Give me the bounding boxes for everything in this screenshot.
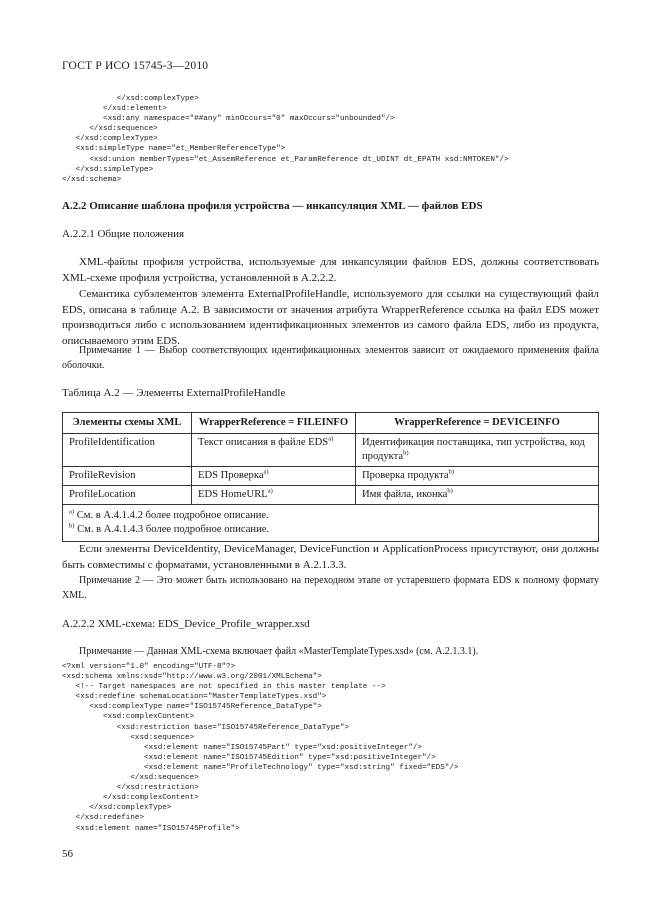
footnote-marker: b) [447,487,453,495]
cell-text: EDS Проверка [198,470,264,481]
footnote-marker: a) [328,435,334,443]
footnote-marker: b) [403,449,409,457]
table-cell [356,486,599,505]
cell-text: ProfileRevision [69,470,136,481]
table-cell [63,467,192,486]
cell-text: Проверка продукта [362,470,449,481]
code-line: </xsd:simpleType> [62,165,154,174]
footnote-marker: a) [267,487,273,495]
table-cell [63,434,192,467]
table-footnotes-row [63,505,599,542]
cell-text: Имя файла, иконка [362,489,448,500]
footnote-marker: a) [263,468,269,476]
code-line: </xsd:schema> [62,175,122,184]
table-cell [356,434,599,467]
code-line: </xsd:complexType> [62,804,172,813]
cell-text: ProfileIdentification [69,437,155,448]
paragraph-compatibility: Если элементы DeviceIdentity, DeviceManager, DeviceFunction и ApplicationProcess присутствуют, они должны быть совместимы с форматами, установленными в А.2.1.3.3. [62,543,599,571]
paragraph-semantics: Семантика субэлементов элемента ExternalProfileHandle, используемого для ссылки на существующий файл EDS, описана в таблице А.2. В зависимости от значения атрибута WrapperReference ссылка на файл EDS может производиться либо с использованием идентификационных элементов из самого файла EDS, либо из продукта, описываемого этим EDS. [62,288,599,347]
table-row [63,486,599,505]
cell-text: Текст описания в файле EDS [198,437,329,448]
footnote-marker: a) [69,508,75,516]
table-caption: Таблица А.2 — Элементы ExternalProfileHandle [62,387,286,399]
table-row [63,434,599,467]
paragraph-xml-files: XML-файлы профиля устройства, используемые для инкапсуляции файлов EDS, должны соответствовать XML-схеме профиля устройства, установленной в А.2.2.2. [62,256,599,284]
code-line: </xsd:sequence> [62,774,199,783]
code-line: </xsd:complexType> [62,135,158,144]
table-cell [192,467,356,486]
code-line: </xsd:restriction> [62,784,199,793]
footnote-text: См. в А.4.1.4.2 более подробное описание. [74,510,269,521]
subsection-heading-general: А.2.2.1 Общие положения [62,228,185,240]
footnote-marker: b) [69,522,75,530]
document-header: ГОСТ Р ИСО 15745-3—2010 [62,60,209,72]
code-line: <xsd:redefine schemaLocation="MasterTemplateTypes.xsd"> [62,693,327,702]
note-2: Примечание 2 — Это может быть использовано на переходном этапе от устаревшего формата EDS к полному формату XML. [62,575,599,601]
table-header-row [63,413,599,434]
code-line: <!-- Target namespaces are not specified in this master template --> [62,683,386,692]
table-footnotes [63,505,599,542]
code-line: <xsd:element name="ProfileTechnology" type="xsd:string" fixed="EDS"/> [62,763,459,772]
code-line: <xsd:element name="ISO15745Profile"> [62,824,240,833]
code-line: <xsd:union memberTypes="et_AssemReference et_ParamReference dt_UDINT dt_EPATH xsd:NMTOKEN"/> [62,155,509,164]
table-header-cell: WrapperReference = DEVICEINFO [356,413,599,434]
note-1: Примечание 1 — Выбор соответствующих идентификационных элементов зависит от ожидаемого применения файла оболочки. [62,345,599,371]
table-row [63,467,599,486]
code-line: <xsd:complexContent> [62,713,195,722]
table-header-cell: Элементы схемы XML [63,413,192,434]
page-number: 56 [62,848,73,860]
code-line: <xsd:schema xmlns:xsd="http://www.w3.org/2001/XMLSchema"> [62,673,322,682]
cell-text: EDS HomeURL [198,489,268,500]
table-footnote [69,509,592,523]
section-heading: А.2.2 Описание шаблона профиля устройства — инкапсуляция XML — файлов EDS [62,200,483,212]
code-line: </xsd:element> [62,105,167,114]
table-cell [192,486,356,505]
table-cell [356,467,599,486]
code-line: </xsd:complexType> [62,95,199,103]
table-cell [192,434,356,467]
code-line: <xsd:element name="ISO15745Edition" type="xsd:positiveInteger"/> [62,753,436,762]
table-header-cell: WrapperReference = FILEINFO [192,413,356,434]
code-line: <?xml version="1.0" encoding="UTF-8"?> [62,663,236,671]
code-line: </xsd:complexContent> [62,794,199,803]
footnote-text: См. в А.4.1.4.3 более подробное описание. [74,524,270,535]
code-line: </xsd:redefine> [62,814,145,823]
code-line: <xsd:sequence> [62,733,195,742]
cell-text: ProfileLocation [69,489,136,500]
code-line: <xsd:restriction base="ISO15745Reference_DataType"> [62,723,350,732]
code-line: <xsd:simpleType name="et_MemberReferenceType"> [62,145,286,154]
cell-text: Идентификация поставщика, тип устройства, код продукта [362,437,585,462]
code-line: <xsd:complexType name="ISO15745Reference_DataType"> [62,703,322,712]
note-3: Примечание — Данная XML-схема включает файл «MasterTemplateTypes.xsd» (см. А.2.1.3.1). [79,646,479,657]
xml-code-block-bottom [62,662,458,834]
footnote-marker: b) [448,468,455,476]
table-footnote [69,523,592,537]
external-profile-handle-table [62,412,599,542]
xml-code-block-top [62,94,509,185]
table-cell [63,486,192,505]
subsection-heading-schema: А.2.2.2 XML-схема: EDS_Device_Profile_wrapper.xsd [62,618,310,630]
code-line: <xsd:any namespace="##any" minOccurs="0" maxOccurs="unbounded"/> [62,115,395,124]
code-line: </xsd:sequence> [62,125,158,134]
code-line: <xsd:element name="ISO15745Part" type="xsd:positiveInteger"/> [62,743,423,752]
